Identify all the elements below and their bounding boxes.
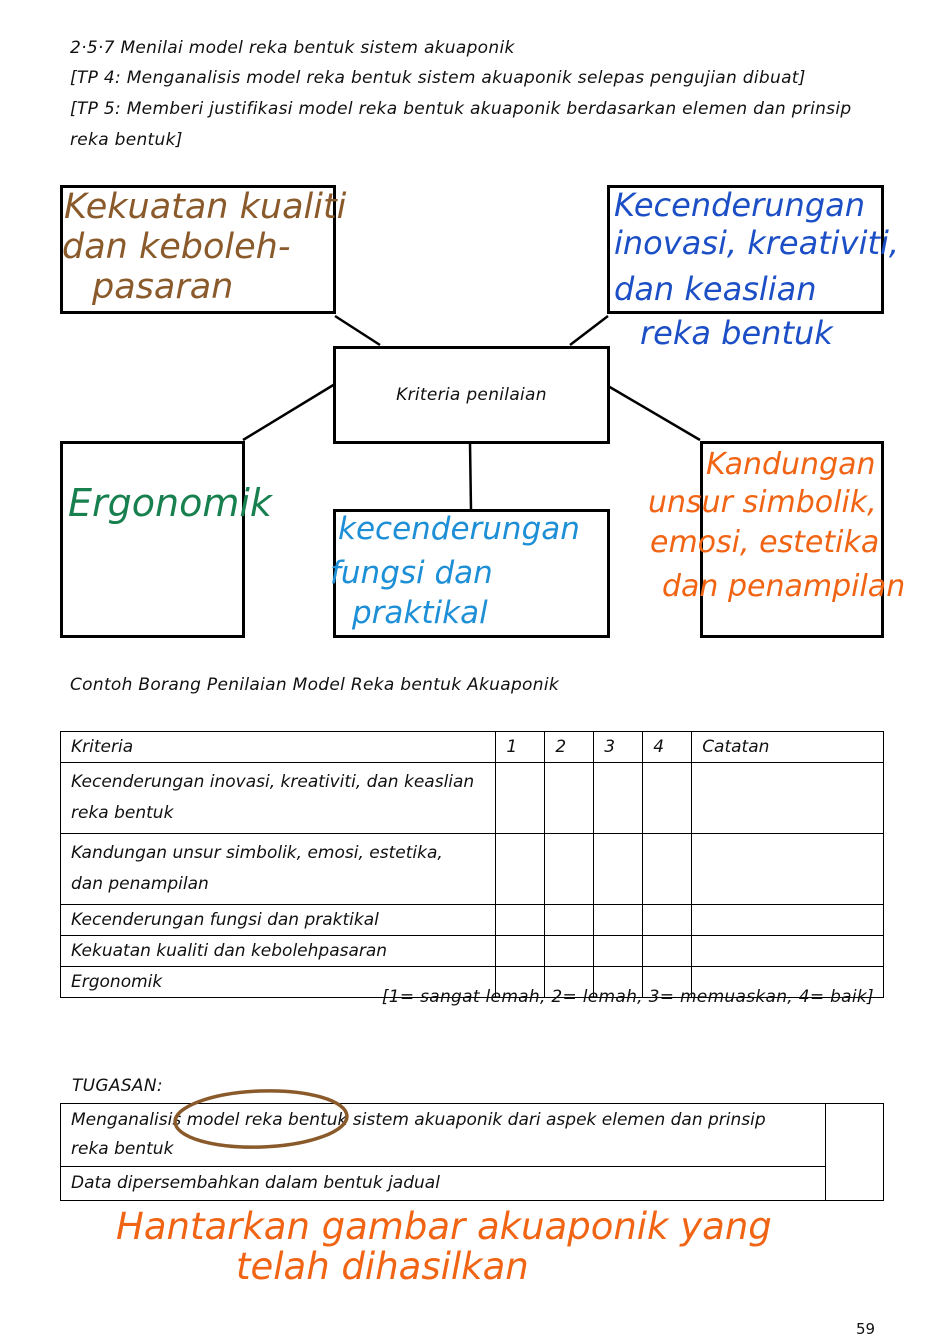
criteria-table (60, 731, 884, 998)
table-row (61, 1167, 884, 1201)
score-cell[interactable] (594, 763, 643, 834)
hand-bottom-right-line3: emosi, estetika (650, 525, 880, 560)
notes-cell[interactable] (692, 763, 884, 834)
table-row (61, 905, 884, 936)
task-text-part: Menganalisis (71, 1110, 182, 1130)
hand-bottom-mid-line2: fungsi dan (330, 555, 493, 591)
hand-top-right-line2: inovasi, kreativiti, (614, 224, 900, 262)
criteria-text: reka bentuk (71, 803, 174, 823)
score-cell[interactable] (496, 763, 545, 834)
criteria-cell: Kecenderungan fungsi dan praktikal (61, 905, 496, 936)
hand-top-left-line2: dan keboleh- (62, 227, 291, 267)
center-label: Kriteria penilaian (396, 385, 547, 405)
hand-top-right-line4: reka bentuk (640, 314, 833, 352)
page-number: 59 (856, 1320, 876, 1338)
hand-bottom-right-line4: dan penampilan (662, 569, 906, 604)
hand-top-left-line3: pasaran (92, 267, 234, 307)
task-cell: Data dipersembahkan dalam bentuk jadual (61, 1167, 826, 1201)
header-4: 4 (643, 732, 692, 763)
score-cell[interactable] (545, 936, 594, 967)
circled-phrase: model reka bentuk (186, 1110, 348, 1130)
hand-bottom-right-line1: Kandungan (706, 447, 876, 482)
task-check-cell[interactable] (826, 1104, 884, 1201)
notes-cell[interactable] (692, 905, 884, 936)
form-title: Contoh Borang Penilaian Model Reka bentuk Akuaponik (70, 675, 559, 695)
criteria-text: Kandungan unsur simbolik, emosi, estetika, (71, 843, 443, 863)
criteria-text: dan penampilan (71, 874, 209, 894)
hand-bottom-left: Ergonomik (68, 481, 272, 525)
objective-tp4: [TP 4: Menganalisis model reka bentuk sistem akuaponik selepas pengujian dibuat] (70, 68, 806, 88)
scale-note: [1= sangat lemah, 2= lemah, 3= memuaskan, 4= baik] (381, 987, 874, 1007)
score-cell[interactable] (496, 905, 545, 936)
criteria-cell (61, 763, 496, 834)
hand-bottom-right-line2: unsur simbolik, (648, 485, 877, 520)
score-cell[interactable] (643, 834, 692, 905)
table-row (61, 936, 884, 967)
table-row (61, 763, 884, 834)
objective-tp5: [TP 5: Memberi justifikasi model reka bentuk akuaponik berdasarkan elemen dan prinsip (70, 99, 852, 119)
score-cell[interactable] (496, 834, 545, 905)
hand-top-right-line3: dan keaslian (614, 270, 817, 308)
score-cell[interactable] (545, 834, 594, 905)
task-label: TUGASAN: (72, 1076, 163, 1096)
criteria-cell: Ergonomik (61, 967, 496, 998)
section-heading: 2·5·7 Menilai model reka bentuk sistem akuaponik (70, 38, 515, 58)
hand-top-right-line1: Kecenderungan (614, 186, 866, 224)
task-text-part: sistem akuaponik dari aspek elemen dan prinsip (352, 1110, 766, 1130)
circle-annotation (160, 1085, 370, 1155)
header-1: 1 (496, 732, 545, 763)
box-bottom-left (60, 441, 245, 638)
hand-bottom-mid-line3: praktikal (352, 595, 488, 631)
header-kriteria: Kriteria (61, 732, 496, 763)
score-cell[interactable] (594, 905, 643, 936)
header-catatan: Catatan (692, 732, 884, 763)
score-cell[interactable] (545, 905, 594, 936)
header-2: 2 (545, 732, 594, 763)
score-cell[interactable] (643, 905, 692, 936)
score-cell[interactable] (496, 936, 545, 967)
table-row (61, 834, 884, 905)
criteria-text: Kecenderungan inovasi, kreativiti, dan keaslian (71, 772, 475, 792)
score-cell[interactable] (594, 834, 643, 905)
score-cell[interactable] (643, 936, 692, 967)
score-cell[interactable] (643, 763, 692, 834)
box-center (333, 346, 610, 444)
notes-cell[interactable] (692, 936, 884, 967)
hand-note-line2: telah dihasilkan (236, 1245, 529, 1288)
table-header-row (61, 732, 884, 763)
hand-top-left-line1: Kekuatan kualiti (64, 187, 347, 227)
criteria-cell (61, 834, 496, 905)
hand-note-line1: Hantarkan gambar akuaponik yang (116, 1205, 772, 1248)
criteria-cell: Kekuatan kualiti dan kebolehpasaran (61, 936, 496, 967)
score-cell[interactable] (545, 763, 594, 834)
objective-tp5-continued: reka bentuk] (70, 130, 183, 150)
task-text-line2: reka bentuk (71, 1139, 174, 1159)
hand-bottom-mid-line1: kecenderungan (338, 511, 580, 547)
score-cell[interactable] (594, 936, 643, 967)
header-3: 3 (594, 732, 643, 763)
notes-cell[interactable] (692, 834, 884, 905)
